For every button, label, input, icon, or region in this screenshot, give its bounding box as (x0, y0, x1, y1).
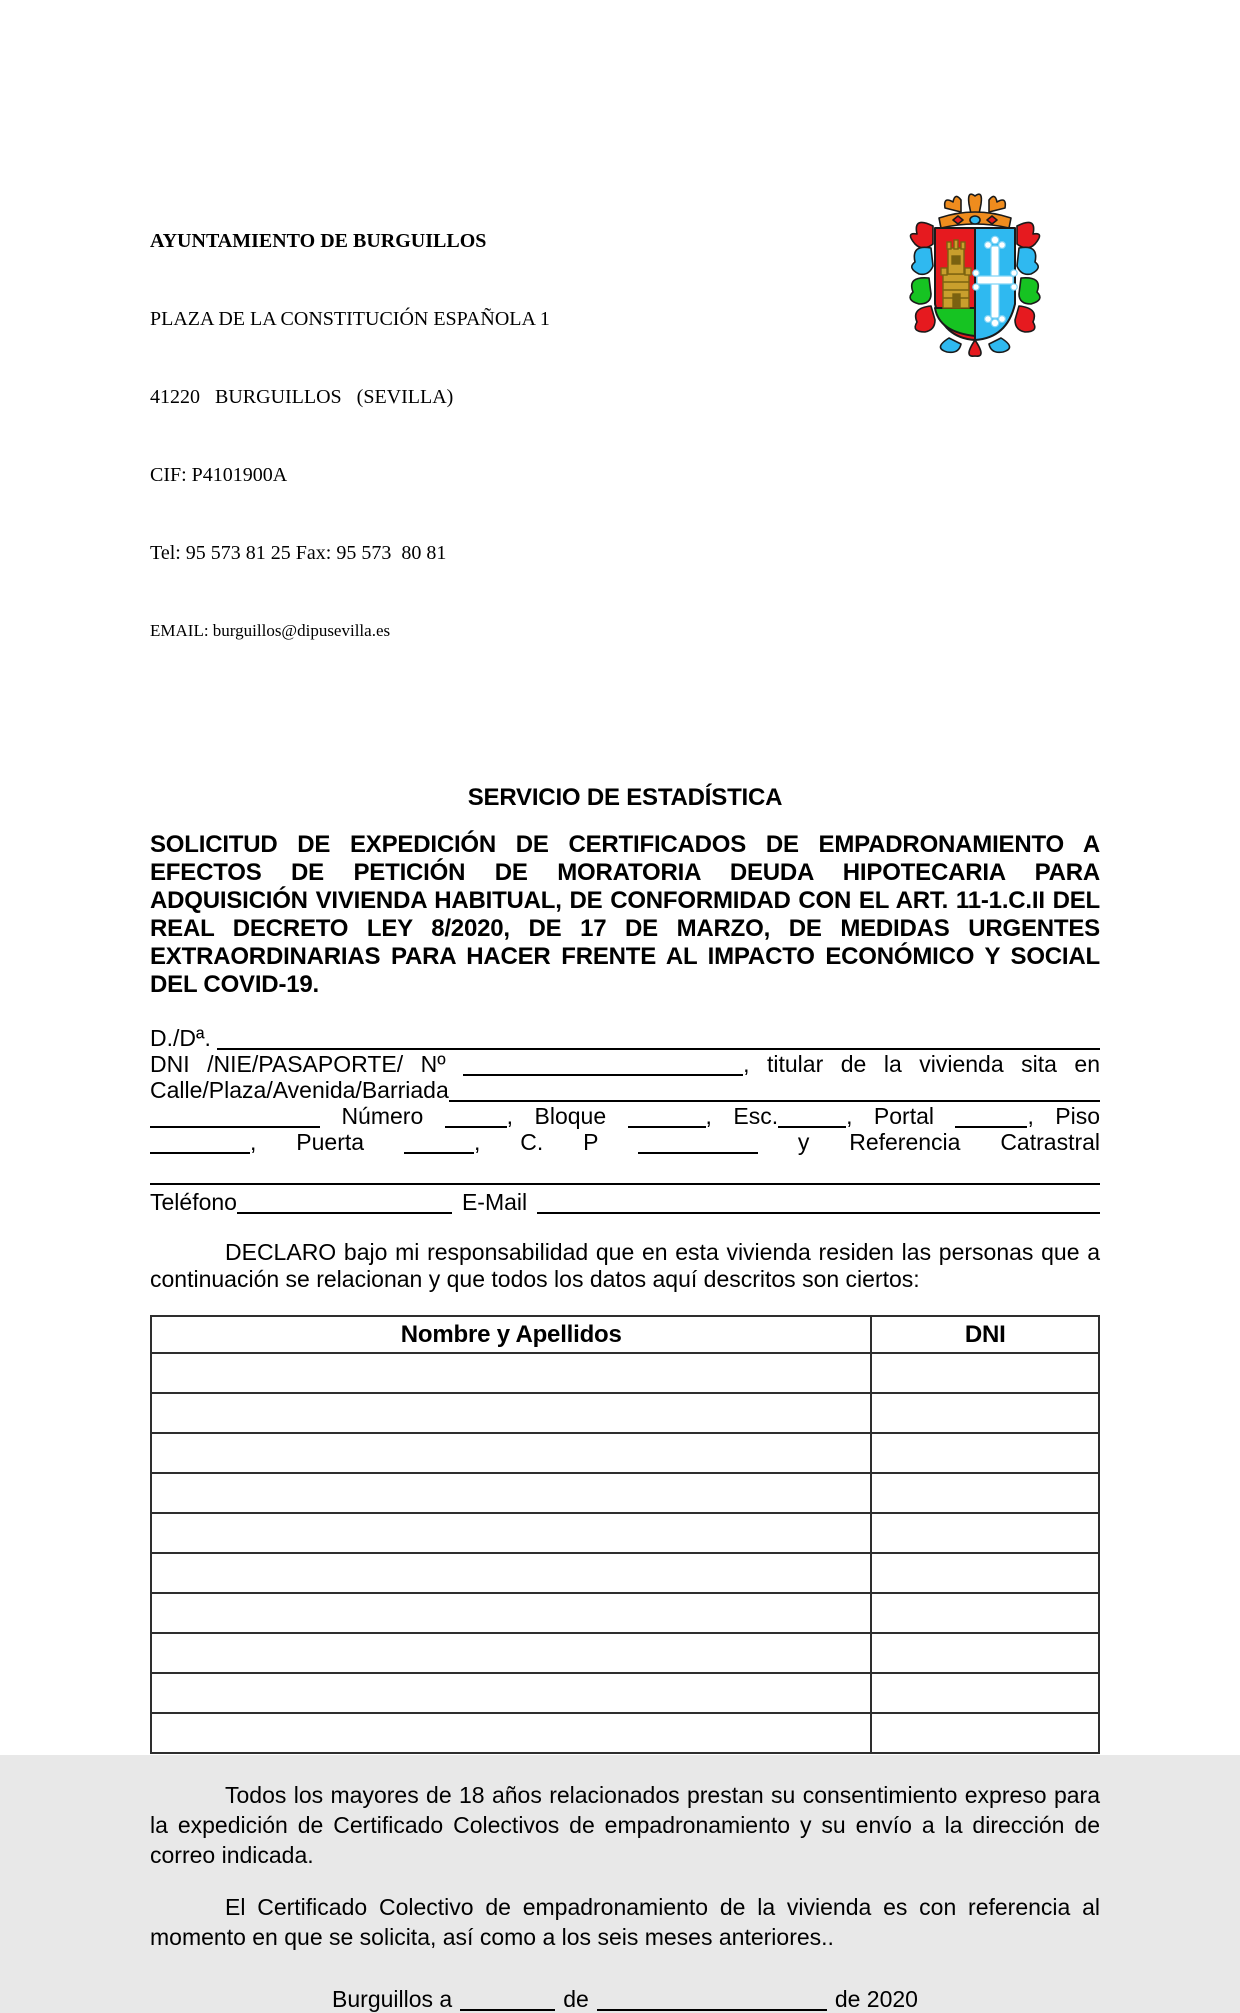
table-row (151, 1593, 1099, 1633)
applicant-name-blank[interactable] (217, 1025, 1100, 1050)
table-row (151, 1473, 1099, 1513)
declaration-paragraph: DECLARO bajo mi responsabilidad que en esta vivienda residen las personas que a continuación se relacionan y que todos los datos aquí descritos son ciertos: (150, 1239, 1100, 1292)
col-header-dni: DNI (871, 1316, 1099, 1353)
resident-name-cell[interactable] (151, 1553, 871, 1593)
consent-paragraph: Todos los mayores de 18 años relacionados prestan su consentimiento expreso para la expedición de Certificado Colectivos de empadronamiento y su envío a la dirección de correo indicada. (150, 1782, 1100, 1868)
number-blank[interactable] (445, 1103, 507, 1128)
col-header-name: Nombre y Apellidos (151, 1316, 871, 1353)
id-number-blank[interactable] (463, 1051, 743, 1076)
org-cif: CIF: P4101900A (150, 464, 288, 486)
street-continuation-blank[interactable] (150, 1103, 320, 1128)
cp-label-1: , C. (473, 1129, 544, 1155)
id-line (150, 1047, 1100, 1077)
cp-label-2: P (583, 1129, 599, 1155)
resident-name-cell[interactable] (151, 1633, 871, 1673)
number-label: Número (341, 1103, 445, 1129)
cadastral-line (150, 1159, 1100, 1185)
portal-blank[interactable] (955, 1103, 1027, 1128)
resident-dni-cell[interactable] (871, 1393, 1099, 1433)
resident-dni-cell[interactable] (871, 1713, 1099, 1753)
contact-line (150, 1185, 1100, 1215)
resident-name-cell[interactable] (151, 1393, 871, 1433)
day-blank[interactable] (460, 1986, 555, 2011)
stair-blank[interactable] (778, 1103, 846, 1128)
resident-dni-cell[interactable] (871, 1673, 1099, 1713)
coat-of-arms-graphic (903, 182, 1047, 362)
org-email: EMAIL: burguillos@dipusevilla.es (150, 621, 391, 640)
table-row (151, 1633, 1099, 1673)
table-row (151, 1673, 1099, 1713)
phone-label: Teléfono (150, 1189, 237, 1215)
cp-blank[interactable] (638, 1129, 758, 1154)
floor-label: , Piso (1027, 1103, 1100, 1129)
phone-blank[interactable] (237, 1189, 452, 1214)
org-phone-fax: Tel: 95 573 81 25 Fax: 95 573 80 81 (150, 542, 447, 564)
resident-name-cell[interactable] (151, 1353, 871, 1393)
cadastral-label: y Referencia Catrastral (797, 1129, 1101, 1155)
resident-name-cell[interactable] (151, 1473, 871, 1513)
email-blank[interactable] (537, 1189, 1100, 1214)
resident-dni-cell[interactable] (871, 1593, 1099, 1633)
resident-name-cell[interactable] (151, 1673, 871, 1713)
table-header-row (151, 1316, 1099, 1353)
resident-name-cell[interactable] (151, 1513, 871, 1553)
resident-dni-cell[interactable] (871, 1433, 1099, 1473)
table-row (151, 1713, 1099, 1753)
table-row (151, 1553, 1099, 1593)
door-cp-line (150, 1125, 1101, 1155)
block-blank[interactable] (628, 1103, 706, 1128)
street-label: Calle/Plaza/Avenida/Barriada (150, 1077, 449, 1103)
number-line (150, 1099, 1100, 1129)
resident-name-cell[interactable] (151, 1433, 871, 1473)
resident-dni-cell[interactable] (871, 1553, 1099, 1593)
stair-label: , Esc. (705, 1103, 779, 1129)
table-row (151, 1513, 1099, 1553)
residents-table (150, 1315, 1100, 1754)
street-line (150, 1073, 1100, 1103)
applicant-label: D./Dª. (150, 1025, 211, 1051)
portal-label: , Portal (846, 1103, 956, 1129)
applicant-form (150, 1021, 1101, 1215)
date-of-label: de (563, 1986, 589, 2012)
org-address: PLAZA DE LA CONSTITUCIÓN ESPAÑOLA 1 (150, 308, 550, 330)
street-blank[interactable] (449, 1077, 1100, 1102)
door-label: , Puerta (250, 1129, 404, 1155)
id-suffix-label: , titular de la vivienda sita en (743, 1051, 1100, 1077)
page-title: SERVICIO DE ESTADÍSTICA (467, 784, 783, 811)
table-row (151, 1433, 1099, 1473)
resident-name-cell[interactable] (151, 1593, 871, 1633)
resident-dni-cell[interactable] (871, 1633, 1099, 1673)
date-place-label: Burguillos a (332, 1986, 453, 2012)
month-blank[interactable] (597, 1986, 827, 2011)
date-line (150, 1982, 1100, 2013)
org-city-line: 41220 BURGUILLOS (SEVILLA) (150, 386, 454, 408)
resident-dni-cell[interactable] (871, 1513, 1099, 1553)
cadastral-blank[interactable] (150, 1159, 1100, 1185)
reference-paragraph: El Certificado Colectivo de empadronamiento de la vivienda es con referencia al momento en que se solicita, así como a los seis meses anteriores.. (150, 1894, 1100, 1950)
resident-dni-cell[interactable] (871, 1353, 1099, 1393)
table-row (151, 1393, 1099, 1433)
id-label: DNI /NIE/PASAPORTE/ Nº (150, 1051, 464, 1077)
resident-name-cell[interactable] (151, 1713, 871, 1753)
door-blank[interactable] (404, 1129, 474, 1154)
floor-blank[interactable] (150, 1129, 250, 1154)
resident-dni-cell[interactable] (871, 1473, 1099, 1513)
block-label: , Bloque (506, 1103, 628, 1129)
table-row (151, 1353, 1099, 1393)
subject-paragraph: SOLICITUD DE EXPEDICIÓN DE CERTIFICADOS DE EMPADRONAMIENTO A EFECTOS DE PETICIÓN DE MORATORIA DEUDA HIPOTECARIA PARA ADQUISICIÓN VIVIENDA HABITUAL, DE CONFORMIDAD CON EL ART. 11-1.C.II DEL REAL DECRETO LEY 8/2020, DE 17 DE MARZO, DE MEDIDAS URGENTES EXTRAORDINARIAS PARA HACER FRENTE AL IMPACTO ECONÓMICO Y SOCIAL DEL COVID-19. (150, 831, 1100, 998)
date-year-label: de 2020 (834, 1986, 918, 2012)
org-name: AYUNTAMIENTO DE BURGUILLOS (150, 230, 487, 252)
applicant-name-line (150, 1021, 1100, 1051)
email-label: E-Mail (461, 1189, 528, 1215)
burguillos-coat-of-arms (903, 182, 1047, 362)
residents-table-body (151, 1353, 1099, 1753)
